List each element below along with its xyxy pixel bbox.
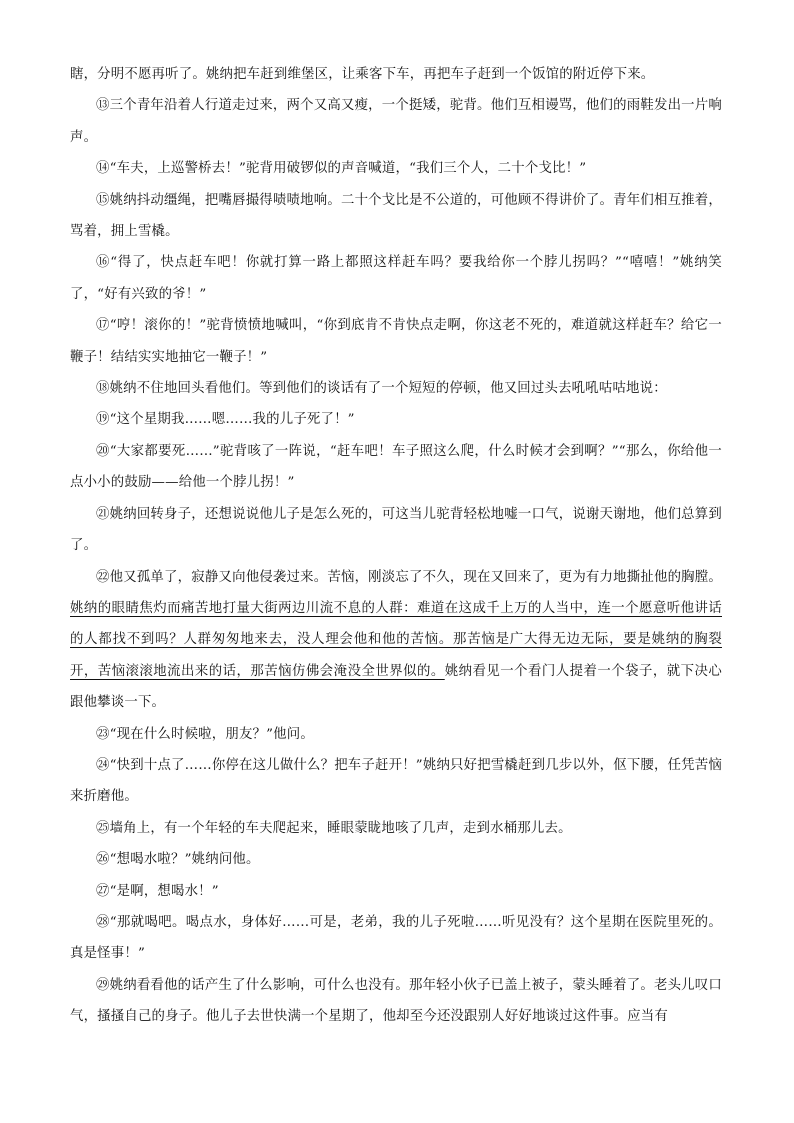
paragraph-24: ㉔“快到十点了……你停在这儿做什么？把车子赶开！”姚纳只好把雪橇赶到几步以外，伛下腰，任凭苦恼来折磨他。 [70,757,722,805]
paragraph-continuation: 瞎，分明不愿再听了。姚纳把车赶到维堡区，让乘客下车，再把车子赶到一个饭馆的附近停下来。 [70,67,655,82]
paragraph-18: ⑱姚纳不住地回头看他们。等到他们的谈话有了一个短短的停顿，他又回过头去吼吼咕咕地说： [96,381,667,397]
paragraph-28: ㉘“那就喝吧。喝点水，身体好……可是，老弟，我的儿子死啦……听见没有？这个星期在医院里死的。真是怪事！” [70,914,722,962]
document-body [70,59,722,1033]
paragraph-27: ㉗“是啊，想喝水！” [96,883,219,899]
paragraph-22 [70,562,722,719]
underlined-passage: 姚纳的眼睛焦灼而痛苦地打量大街两边川流不息的人群：难道在这成千上万的人当中，连一个愿意听他讲话的人都找不到吗？人群匆匆地来去，没人理会他和他的苦恼。那苦恼是广大得无边无际，要是姚纳的胸裂开，苦恼滚滚地流出来的话，那苦恼仿佛会淹没全世界似的。 [70,600,722,679]
paragraph-16: ⑯“得了，快点赶车吧！你就打算一路上都照这样赶车吗？要我给你一个脖儿拐吗？”“嘻嘻！”姚纳笑了，“好有兴致的爷！” [70,255,722,302]
paragraph-21: ㉑姚纳回转身子，还想说说他儿子是怎么死的，可这当儿驼背轻松地嘘一口气，说谢天谢地，他们总算到了。 [70,506,722,554]
paragraph-19: ⑲“这个星期我……嗯……我的儿子死了！” [96,412,355,428]
paragraph-23: ㉓“现在什么时候啦，朋友？”他问。 [96,726,314,742]
paragraph-29: ㉙姚纳看看他的话产生了什么影响，可什么也没有。那年轻小伙子已盖上被子，蒙头睡着了。老头儿叹口气，搔搔自己的身子。他儿子去世快满一个星期了，他却至今还没跟别人好好地谈过这件事。应当有 [70,977,722,1025]
paragraph-13: ⑬三个青年沿着人行道走过来，两个又高又瘦，一个挺矮，驼背。他们互相谩骂，他们的雨鞋发出一片响声。 [70,98,722,145]
paragraph-15: ⑮姚纳抖动缰绳，把嘴唇撮得啧啧地响。二十个戈比是不公道的，可他顾不得讲价了。青年们相互推着，骂着，拥上雪橇。 [70,192,722,240]
paragraph-17: ⑰“哼！滚你的！”驼背愤愤地喊叫，“你到底肯不肯快点走啊，你这老不死的，难道就这样赶车？给它一鞭子！结结实实地抽它一鞭子！” [70,318,722,365]
paragraph-20: ⑳“大家都要死……”驼背咳了一阵说，“赶车吧！车子照这么爬，什么时候才会到啊？”“那么，你给他一点小小的鼓励——给他一个脖儿拐！” [70,443,722,491]
paragraph-25: ㉕墙角上，有一个年轻的车夫爬起来，睡眼蒙眬地咳了几声，走到水桶那儿去。 [96,820,572,836]
paragraph-14: ⑭“车夫，上巡警桥去！”驼背用破锣似的声音喊道，“我们三个人，二十个戈比！” [96,161,587,177]
paragraph-22-intro: ㉒他又孤单了，寂静又向他侵袭过来。苦恼，刚淡忘了不久，现在又回来了，更为有力地撕扯他的胸膛。 [96,569,722,585]
paragraph-22-ending: 姚纳看见一个看门人提着一个袋子，就下决心跟他攀谈一下。 [70,663,722,711]
paragraph-26: ㉖“想喝水啦？”姚纳问他。 [96,852,260,868]
